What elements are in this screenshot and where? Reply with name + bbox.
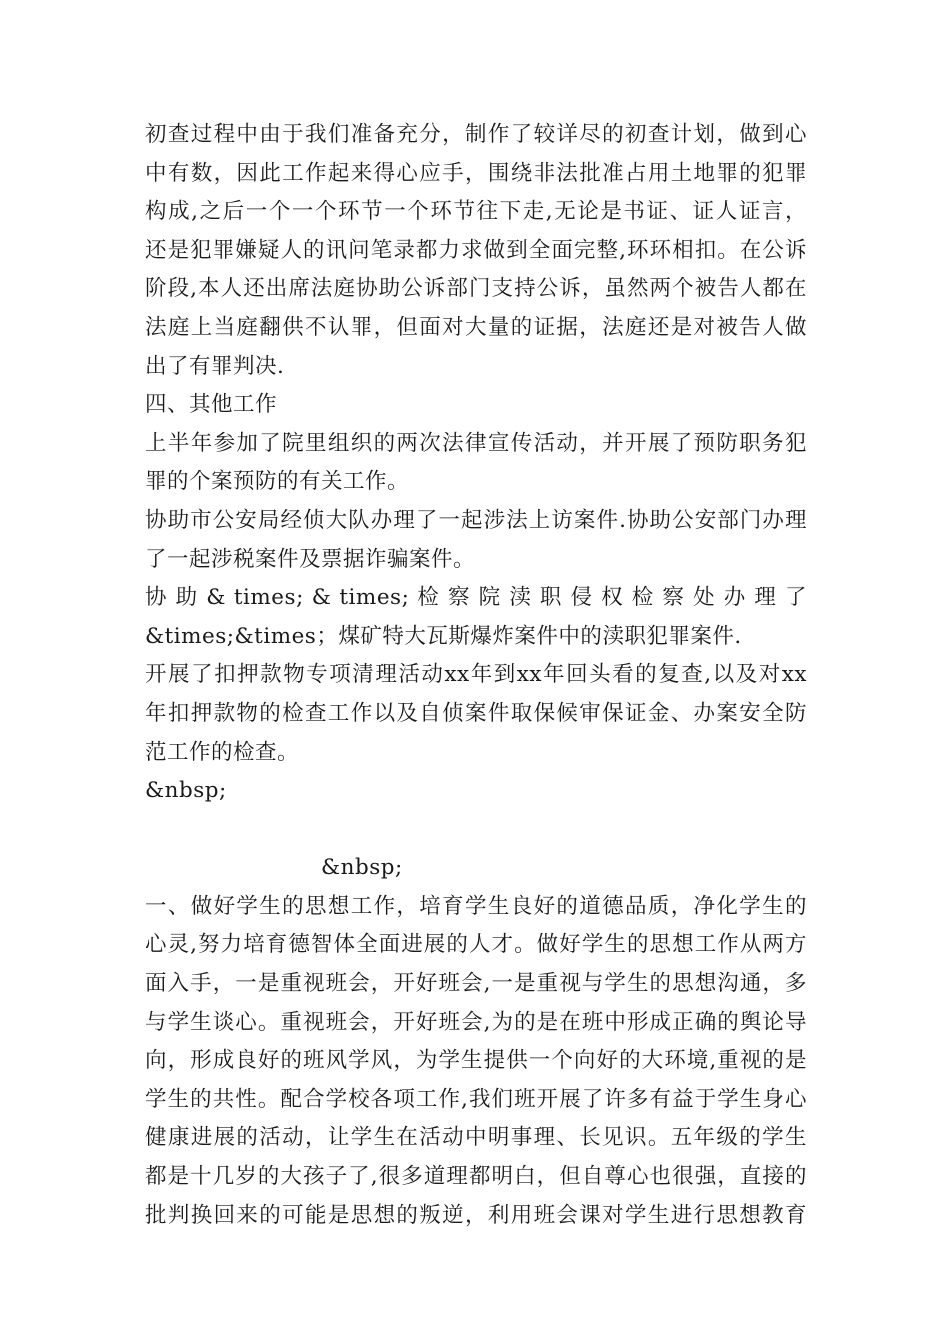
paragraph-police-assist [145,502,807,579]
text-line: &nbsp; [145,778,227,804]
paragraph-seized-property [145,656,807,772]
paragraph-student-ideology [145,888,807,1235]
paragraph-legal-publicity [145,425,807,502]
text-line: 批判换回来的可能是思想的叛逆，利用班会课对学生进行思想教育 [145,1202,807,1228]
text-line: 罪的个案预防的有关工作。 [145,469,410,495]
text-line: 法庭上当庭翻供不认罪，但面对大量的证据，法庭还是对被告人做 [145,314,807,340]
section-heading-other-work [145,386,807,425]
text-line: 学生的共性。配合学校各项工作,我们班开展了许多有益于学生身心 [145,1086,807,1112]
text-line: 面入手，一是重视班会，开好班会,一是重视与学生的思想沟通，多 [145,971,807,997]
text-line: 开展了扣押款物专项清理活动xx年到xx年回头看的复查,以及对xx [145,662,807,688]
text-line: 初查过程中由于我们准备充分，制作了较详尽的初查计划，做到心 [145,122,807,147]
text-line: 上半年参加了院里组织的两次法律宣传活动，并开展了预防职务犯 [145,430,807,456]
text-line: 中有数，因此工作起来得心应手，围绕非法批准占用土地罪的犯罪 [145,160,807,186]
text-line: &nbsp; [321,855,403,881]
text-line: 一、做好学生的思想工作，培育学生良好的道德品质，净化学生的 [145,893,807,919]
text-line: &times;&times；煤矿特大瓦斯爆炸案件中的渎职犯罪案件. [145,623,742,649]
text-line: 出了有罪判决. [145,353,285,379]
text-line: 与学生谈心。重视班会，开好班会,为的是在班中形成正确的舆论导 [145,1009,807,1035]
document-body [145,116,807,1235]
text-line: 向，形成良好的班风学风，为学生提供一个向好的大环境,重视的是 [145,1048,807,1074]
paragraph-investigation [145,116,807,386]
text-line: 范工作的检查。 [145,739,300,765]
text-line: 还是犯罪嫌疑人的讯问笔录都力求做到全面完整,环环相扣。在公诉 [145,237,807,263]
paragraph-entity-nbsp [145,772,807,811]
text-line: 构成,之后一个一个环节一个环节往下走,无论是书证、证人证言， [145,199,807,225]
text-line: 了一起涉税案件及票据诈骗案件。 [145,546,476,572]
paragraph-mine-case [145,579,807,656]
text-line: 心灵,努力培育德智体全面进展的人才。做好学生的思想工作从两方 [145,932,807,958]
paragraph-entity-nbsp-indented [145,849,807,888]
text-line: 阶段,本人还出席法庭协助公诉部门支持公诉，虽然两个被告人都在 [145,276,807,302]
text-line: 都是十几岁的大孩子了,很多道理都明白，但自尊心也很强，直接的 [145,1164,807,1190]
text-line: 健康进展的活动，让学生在活动中明事理、长见识。五年级的学生 [145,1125,807,1151]
text-line: 年扣押款物的检查工作以及自侦案件取保候审保证金、办案安全防 [145,700,807,726]
text-line: 协助市公安局经侦大队办理了一起涉法上访案件.协助公安部门办理 [145,507,807,533]
text-line: 协 助 & times; & times; 检 察 院 渎 职 侵 权 检 察 处 办 理 了 [145,585,807,611]
heading-text: 四、其他工作 [145,392,278,418]
blank-line [145,811,807,850]
